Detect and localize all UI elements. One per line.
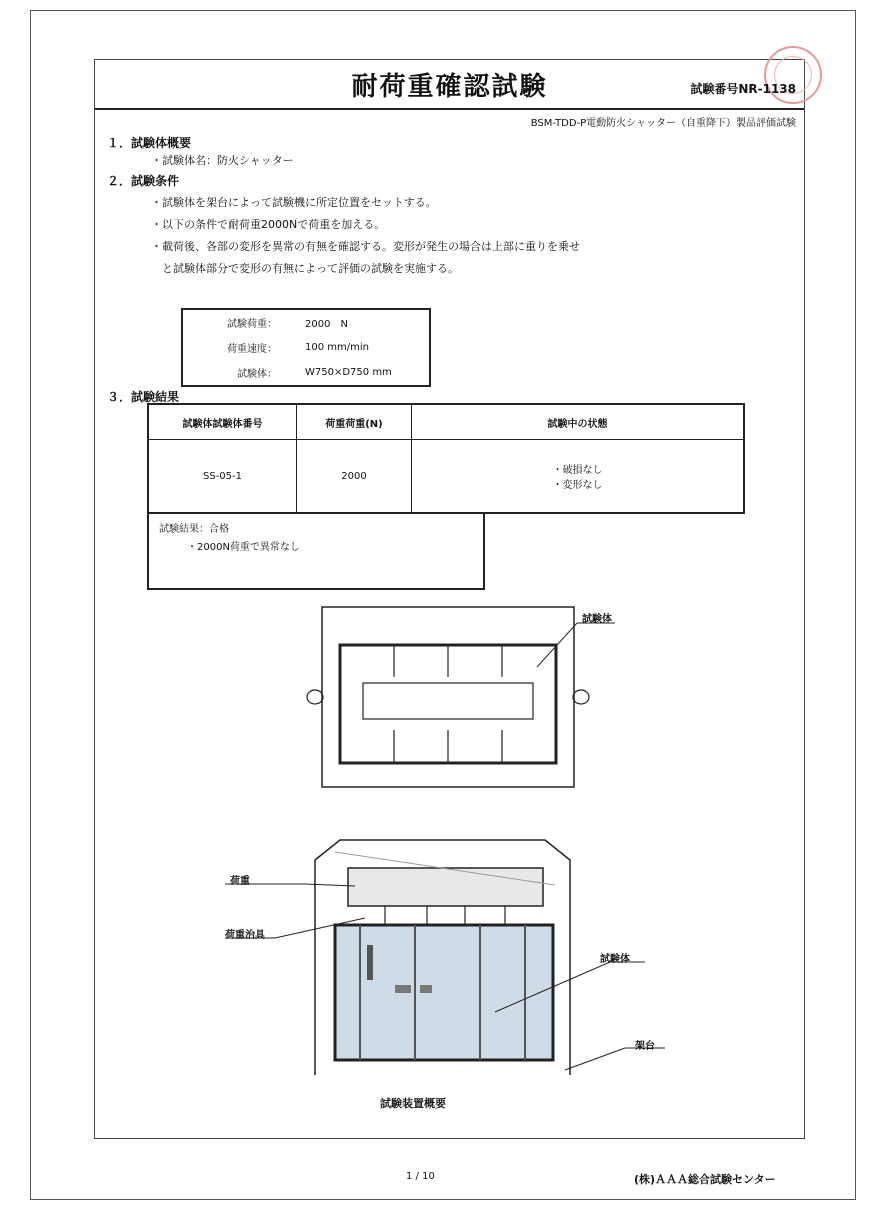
section-1-heading: １．試験体概要 xyxy=(107,136,192,150)
spec-label: 荷重速度： xyxy=(227,344,277,355)
section-2-line-1: ・試験体を架台によって試験機に所定位置をセットする。 xyxy=(151,196,437,209)
cell-state xyxy=(412,440,745,514)
col-header-state: 試験中の状態 xyxy=(412,404,745,440)
state-line-1: ・破損なし xyxy=(552,465,603,476)
note-line-2: ・2000N荷重で異常なし xyxy=(187,542,300,553)
spec-label: 試験荷重： xyxy=(227,319,277,330)
section-1-line: ・試験体名：防火シャッター xyxy=(151,154,294,167)
label-side-specimen: 試験体 xyxy=(600,954,630,965)
spec-label: 試験体： xyxy=(237,369,277,380)
section-2-heading: ２．試験条件 xyxy=(107,174,180,188)
spec-row xyxy=(182,309,430,335)
cell-specimen-id: SS-05-1 xyxy=(148,440,297,514)
label-weight: 荷重 xyxy=(230,876,250,887)
label-frame: 架台 xyxy=(635,1041,655,1052)
report-subtitle: BSM-TDD-P電動防火シャッター（自重降下）製品評価試験 xyxy=(530,118,796,129)
organization-name: (株)ＡＡＡ総合試験センター xyxy=(634,1173,776,1186)
section-3-heading: ３．試験結果 xyxy=(107,390,180,404)
top-view-diagram xyxy=(275,605,635,795)
note-line-1: 試験結果：合格 xyxy=(159,524,229,535)
col-header-specimen: 試験体試験体番号 xyxy=(148,404,297,440)
spec-value: W750×D750 mm xyxy=(305,367,392,378)
result-header-row xyxy=(148,404,744,440)
section-2-line-4: と試験体部分で変形の有無によって評価の試験を実施する。 xyxy=(151,262,459,275)
state-line-2: ・変形なし xyxy=(552,480,603,491)
spec-value: 100 mm/min xyxy=(305,342,369,353)
document-page xyxy=(30,10,856,1200)
label-top-specimen: 試験体 xyxy=(582,614,612,625)
section-2-line-3: ・載荷後、各部の変形を異常の有無を確認する。変形が発生の場合は上部に重りを乗せ xyxy=(151,240,580,253)
document-number: 試験番号NR-1138 xyxy=(690,82,796,96)
spec-value: 2000 N xyxy=(305,319,348,330)
title-divider xyxy=(95,108,804,110)
table-row xyxy=(148,440,744,514)
result-table xyxy=(147,403,745,514)
test-spec-table xyxy=(181,308,431,387)
cell-load: 2000 xyxy=(297,440,412,514)
page-number: 1 / 10 xyxy=(406,1171,435,1182)
spec-row xyxy=(182,335,430,360)
label-jig: 荷重治具 xyxy=(225,930,265,941)
result-note-box xyxy=(147,512,485,590)
col-header-load: 荷重荷重(N) xyxy=(297,404,412,440)
section-2-line-2: ・以下の条件で耐荷重2000Nで荷重を加える。 xyxy=(151,218,386,231)
diagram-caption: 試験装置概要 xyxy=(380,1097,446,1110)
report-frame xyxy=(94,59,805,1139)
spec-row xyxy=(182,360,430,386)
report-title: 耐荷重確認試験 xyxy=(351,72,548,102)
side-view-diagram xyxy=(215,830,685,1110)
